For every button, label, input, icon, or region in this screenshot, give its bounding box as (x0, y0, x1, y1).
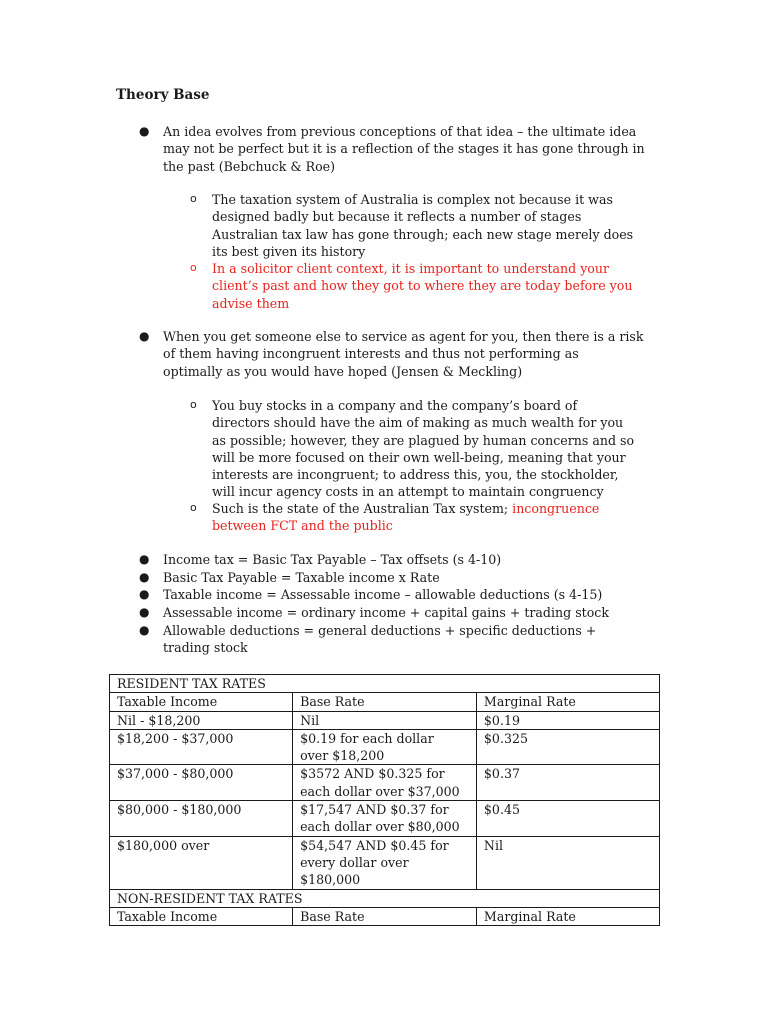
table-title-row (110, 675, 660, 693)
bullet-item-agency (139, 328, 663, 380)
table-header-row (110, 907, 660, 925)
sub-item-solicitor-client (190, 260, 657, 312)
cell-line: $3572 AND $0.325 for (300, 766, 445, 782)
base-rate-cell (293, 765, 477, 801)
column-header-marginal: Marginal Rate (476, 693, 659, 711)
cell-line: over $18,200 (300, 748, 385, 764)
sub-line (212, 500, 657, 517)
cell-line: $54,547 AND $0.45 for (300, 837, 449, 853)
sub-line: its best given its history (212, 243, 366, 259)
sub-line: will incur agency costs in an attempt to maintain congruency (212, 484, 604, 500)
base-rate-cell (293, 801, 477, 837)
bullet-icon: ● (139, 605, 150, 619)
bullet-icon: ● (139, 570, 150, 584)
sub-line: You buy stocks in a company and the company’s board of (212, 398, 578, 413)
bullet-item-formula (139, 551, 663, 568)
bullet-line: An idea evolves from previous conceptions of that idea – the ultimate idea (163, 124, 637, 139)
table-row (110, 836, 660, 889)
bullet-line: of them having incongruent interests and thus not performing as (163, 346, 579, 362)
sub-line: Australian tax law has gone through; each new stage merely does (212, 226, 634, 242)
bullet-icon: ● (139, 552, 150, 566)
sub-line: advise them (212, 295, 290, 311)
table-row (110, 801, 660, 837)
bullet-item-formula (139, 569, 663, 586)
income-cell: $180,000 over (110, 836, 293, 889)
bullet-icon: ● (139, 623, 150, 637)
sub-line: designed badly but because it reflects a number of stages (212, 209, 582, 225)
formula-line: Allowable deductions = general deductions + specific deductions + (163, 623, 597, 638)
bullet-line: may not be perfect but it is a reflection of the stages it has gone through in (163, 141, 645, 157)
sub-line: will be more focused on their own well-being, meaning that your (212, 449, 626, 465)
sub-item-taxation-complex (190, 191, 657, 260)
formula-line: Income tax = Basic Tax Payable – Tax offsets (s 4-10) (163, 552, 502, 567)
bullet-item-formula (139, 604, 663, 621)
marginal-rate-cell: $0.37 (476, 765, 659, 801)
base-rate-cell (293, 729, 477, 765)
sub-line-text: Such is the state of the Australian Tax system; (212, 501, 513, 516)
sub-line: directors should have the aim of making as much wealth for you (212, 415, 624, 431)
sub-line: The taxation system of Australia is complex not because it was (212, 192, 613, 207)
circle-bullet-icon: o (190, 261, 197, 274)
cell-line: each dollar over $37,000 (300, 783, 460, 799)
cell-line: each dollar over $80,000 (300, 819, 460, 835)
column-header-base: Base Rate (293, 693, 477, 711)
column-header-base: Base Rate (293, 907, 477, 925)
table-title-row (110, 889, 660, 907)
table-row (110, 711, 660, 729)
bullet-icon: ● (139, 329, 150, 343)
nonresident-table-title: NON-RESIDENT TAX RATES (110, 889, 660, 907)
formula-line: Assessable income = ordinary income + capital gains + trading stock (163, 605, 609, 620)
income-cell: $18,200 - $37,000 (110, 729, 293, 765)
cell-line: every dollar over (300, 854, 409, 870)
income-cell: $37,000 - $80,000 (110, 765, 293, 801)
marginal-rate-cell: $0.45 (476, 801, 659, 837)
cell-line: $0.19 for each dollar (300, 730, 434, 746)
table-header-row (110, 693, 660, 711)
marginal-rate-cell: $0.19 (476, 711, 659, 729)
sub-line: In a solicitor client context, it is important to understand your (212, 261, 610, 276)
formula-line: Taxable income = Assessable income – allowable deductions (s 4-15) (163, 587, 603, 602)
highlight-text: incongruence (512, 501, 600, 516)
bullet-line: When you get someone else to service as agent for you, then there is a risk (163, 329, 644, 344)
table-row (110, 765, 660, 801)
bullet-icon: ● (139, 124, 150, 138)
base-rate-cell: Nil (293, 711, 477, 729)
sub-line: interests are incongruent; to address this, you, the stockholder, (212, 467, 619, 483)
circle-bullet-icon: o (190, 398, 197, 411)
income-cell: Nil - $18,200 (110, 711, 293, 729)
bullet-line: the past (Bebchuck & Roe) (163, 158, 336, 174)
circle-bullet-icon: o (190, 192, 197, 205)
column-header-income: Taxable Income (110, 907, 293, 925)
sub-item-australian-tax-system (190, 500, 657, 535)
bullet-item-formula (139, 586, 663, 603)
cell-line: $180,000 (300, 872, 361, 888)
base-rate-cell (293, 836, 477, 889)
bullet-item-ideas (139, 123, 663, 175)
marginal-rate-cell: Nil (476, 836, 659, 889)
sub-line: as possible; however, they are plagued by human concerns and so (212, 432, 635, 448)
column-header-income: Taxable Income (110, 693, 293, 711)
column-header-marginal: Marginal Rate (476, 907, 659, 925)
bullet-line: optimally as you would have hoped (Jensen & Meckling) (163, 363, 523, 379)
sub-line: client’s past and how they got to where they are today before you (212, 278, 633, 294)
income-cell: $80,000 - $180,000 (110, 801, 293, 837)
table-row (110, 729, 660, 765)
resident-table-title: RESIDENT TAX RATES (110, 675, 660, 693)
bullet-icon: ● (139, 587, 150, 601)
section-heading: Theory Base (116, 87, 210, 103)
marginal-rate-cell: $0.325 (476, 729, 659, 765)
tax-rates-table (109, 674, 660, 926)
highlight-text: between FCT and the public (212, 518, 393, 534)
sub-item-stocks (190, 397, 657, 501)
formula-line: trading stock (163, 640, 248, 656)
cell-line: $17,547 AND $0.37 for (300, 802, 449, 818)
bullet-item-formula (139, 622, 663, 657)
formula-line: Basic Tax Payable = Taxable income x Rate (163, 570, 440, 585)
circle-bullet-icon: o (190, 501, 197, 514)
